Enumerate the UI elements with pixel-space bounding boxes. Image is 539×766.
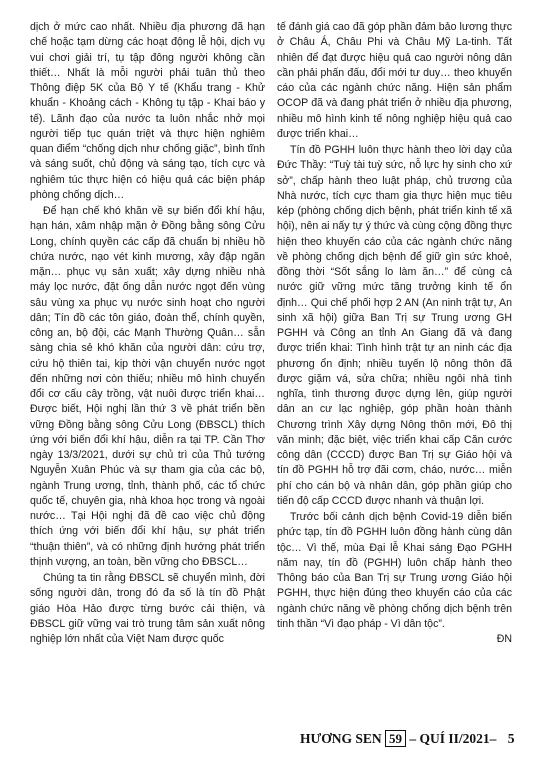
paragraph: Tín đồ PGHH luôn thực hành theo lời dạy của Đức Thầy: “Tuỳ tài tuỳ sức, nỗ lực hy sinh cho xứ sở”, chấp hành theo luật pháp, chủ trương của Nhà nước, tích cực tham gia thực hiện mục tiêu kép (phòng chống dịch bệnh, phát triển kinh tế xã hội), nên ai nấy tự ý thức và cùng cộng đồng thực hiện theo khuyến cáo của các ngành chức năng về phòng chống dịch bệnh để giữ gìn sức khoẻ, đồng thời “Sốt sắng lo làm ăn…” để cùng cả nước giữ vững mức tăng trưởng kinh tế ổn định… Qui chế phối hợp 2 AN (An ninh trật tự, An sinh xã hội) giữa Ban Trị sự Trung ương GH PGHH và Công an tỉnh An Giang đã và đang được triển khai: Tình hình trật tự an ninh các địa phương ổn định; nhiều tuyến lộ nông thôn đã được giặm vá, sửa chữa; nhiều ngôi nhà tình nghĩa, tình thương được dựng lên, giúp người dân an cư lạc nghiệp, góp phần hoàn thành Chương trình Xây dựng Nông thôn mới, Đô thị văn minh; đặc biệt, việc triển khai cấp Căn cước công dân (CCCD) được Ban Trị sự Giáo hội và tín đồ PGHH hỗ trợ đãi cơm, cháo, nước… miễn phí cho cán bộ và nhân dân, góp phần giúp cho tiến độ cấp CCCD được nhanh và thuận lợi. — [277, 144, 512, 507]
magazine-name: HƯƠNG SEN — [300, 730, 382, 746]
paragraph: dịch ở mức cao nhất. Nhiều địa phương đã hạn chế hoặc tạm dừng các hoạt động lễ hội, dịch vụ vui chơi giải trí, tụ tập đông người không cần thiết… Nhất là mỗi người phải tuân thủ theo Thông điệp 5K của Bộ Y tế (Khẩu trang - Khử khuẩn - Khoảng cách - Không tụ tập - Khai báo y tế). Lãnh đạo của nước ta luôn nhắc nhở mọi người tiếp tục quán triệt và thực hiện nghiêm quan điểm “chống dịch như chống giặc”, bình tĩnh và sáng suốt, chủ động và sáng tạo, tích cực và nghiêm túc thực hiện có hiệu quả các biện pháp phòng chống dịch… — [30, 21, 265, 201]
issue-period: – QUÍ II/2021– — [409, 730, 497, 746]
issue-number: 59 — [385, 730, 406, 747]
paragraph: Để hạn chế khó khăn về sự biến đổi khí hậu, hạn hán, xâm nhập mặn ở Đồng bằng sông Cửu Long, chính quyền các cấp đã chuẩn bị nhiều hồ chứa nước, nạo vét kinh mương, xây đập ngăn mặn… phục vụ sản xuất; xây dựng nhiều nhà máy lọc nước, đặt ống dẫn nước ngọt đến vùng sâu vùng xa phục vụ nước sinh hoạt cho người dân; Tín đồ các tôn giáo, đoàn thể, chính quyền, công an, bộ đội, các Mạnh Thường Quân… sẵn sàng chia sẻ khó khăn của người dân: cứu trợ, cứu hộ thiên tai, kịp thời vận chuyển nước ngọt đến những nơi còn thiếu; nhiều mô hình chuyển đổi cơ cấu cây trồng, vật nuôi được triển khai… Được biết, Hội nghị lần thứ 3 về phát triển bền vững Đồng bằng sông Cửu Long (ĐBSCL) thích ứng với biến đổi khí hậu, diễn ra tại TP. Cần Thơ ngày 13/3/2021, dưới sự chủ trì của Thủ tướng Nguyễn Xuân Phúc và sự tham gia của các bộ, ngành Trung ương, tỉnh, thành phố, các tổ chức quốc tế, chuyên gia, nhà khoa học trong và ngoài nước… Tại Hội nghị đã đề cao việc chủ động thích ứng với biến đổi khí hậu, sự phát triển “thuận thiên”, và có những định hướng phát triển thịnh vượng, an toàn, bền vững cho ĐBSCL… — [30, 205, 265, 568]
author-signature: ĐN — [496, 633, 512, 645]
page-number: 5 — [507, 730, 515, 746]
page-footer — [300, 730, 520, 752]
paragraph: tế đánh giá cao đã góp phần đảm bảo lương thực ở Châu Á, Châu Phi và Châu Mỹ La-tinh. Tất nhiên để đạt được hiệu quả cao người nông dân cần phải phấn đấu, đổi mới tư duy… theo khuyến cáo của các ngành chức năng. Hiện sản phẩm OCOP đã và đang phát triển ở nhiều địa phương, nhiều mô hình kinh tế nông nghiệp hiệu quả cao được triển khai… — [277, 21, 512, 140]
right-column — [277, 20, 512, 647]
paragraph: Trước bối cảnh dịch bệnh Covid-19 diễn biến phức tạp, tín đồ PGHH luôn đồng hành cùng dân tộc… Vì thế, mùa Đại lễ Khai sáng Đạo PGHH năm nay, tín đồ (PGHH) luôn chấp hành theo Thông báo của Ban Trị sự Trung ương Giáo hội PGHH, thực hiện đúng theo khuyến cáo của các ngành chức năng về phòng chống dịch bệnh trên tinh thần “Vì đạo pháp - Vì dân tộc”. — [277, 511, 512, 630]
paragraph: Chúng ta tin rằng ĐBSCL sẽ chuyển mình, đời sống người dân, trong đó đa số là tín đồ Phật giáo Hòa Hảo được từng bước cải thiện, và ĐBSCL giữ vững vai trò trung tâm sản xuất nông nghiệp lớn nhất của Việt Nam được quốc — [30, 572, 265, 645]
left-column — [30, 20, 265, 647]
